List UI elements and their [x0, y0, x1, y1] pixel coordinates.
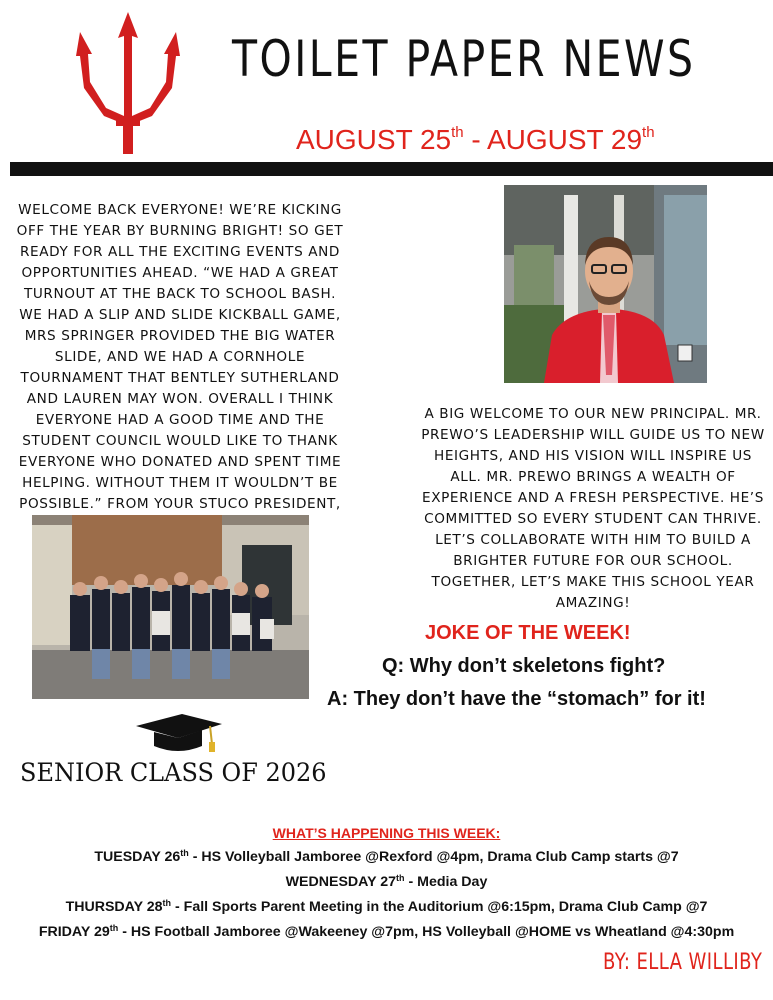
schedule-day-suffix: th — [162, 898, 172, 908]
date-separator: - — [463, 124, 487, 155]
schedule-day: THURSDAY 28 — [65, 899, 163, 915]
schedule-day-suffix: th — [109, 923, 119, 933]
header-divider — [10, 162, 773, 176]
schedule-day-suffix: th — [396, 873, 405, 883]
date-end-suffix: th — [642, 124, 655, 141]
date-range — [296, 124, 655, 156]
schedule-item — [0, 868, 773, 893]
schedule-item — [0, 893, 773, 918]
joke-question: Q: Why don’t skeletons fight? — [382, 655, 666, 677]
joke-answer: A: They don’t have the “stomach” for it! — [327, 688, 706, 710]
schedule-day: WEDNESDAY 27 — [285, 874, 397, 890]
date-start: AUGUST 25 — [296, 124, 452, 155]
graduation-cap-icon — [132, 712, 224, 756]
schedule-day: TUESDAY 26 — [94, 849, 181, 865]
schedule-day: FRIDAY 29 — [38, 924, 110, 940]
senior-class-caption: SENIOR CLASS OF 2026 — [20, 758, 327, 787]
weekly-schedule — [0, 824, 773, 943]
newsletter-title: TOILET PAPER NEWS — [232, 30, 696, 88]
joke-title: JOKE OF THE WEEK! — [425, 622, 631, 644]
senior-class-photo — [32, 515, 309, 699]
principal-photo — [504, 185, 707, 383]
schedule-item — [0, 843, 773, 868]
trident-logo — [76, 12, 180, 154]
schedule-day-suffix: th — [180, 848, 189, 858]
schedule-heading: WHAT’S HAPPENING THIS WEEK: — [272, 825, 501, 841]
author-byline: BY: ELLA WILLIBY — [603, 950, 763, 975]
date-end: AUGUST 29 — [486, 124, 643, 155]
schedule-details: - Fall Sports Parent Meeting in the Auditorium @6:15pm, Drama Club Camp @7 — [171, 899, 708, 915]
date-start-suffix: th — [451, 124, 464, 141]
schedule-details: - Media Day — [404, 874, 488, 890]
schedule-item — [0, 918, 773, 943]
principal-article: A BIG WELCOME TO OUR NEW PRINCIPAL. MR. PREWO’S LEADERSHIP WILL GUIDE US TO NEW HEIGHTS, AND HIS VISION WILL INSPIRE US ALL. MR. PREWO BRINGS A WEALTH OF EXPERIENCE AND A FRESH PERSPECTIVE. HE’S COMMITTED SO EVERY STUDENT CAN THRIVE. LET’S COLLABORATE WITH HIM TO BUILD A BRIGHTER FUTURE FOR OUR SCHOOL. TOGETHER, LET’S MAKE THIS SCHOOL YEAR AMAZING! — [421, 406, 765, 611]
schedule-details: - HS Football Jamboree @Wakeeney @7pm, HS Volleyball @HOME vs Wheatland @4:30pm — [118, 924, 735, 940]
schedule-details: - HS Volleyball Jamboree @Rexford @4pm, Drama Club Camp starts @7 — [188, 849, 679, 865]
welcome-article: WELCOME BACK EVERYONE! WE’RE KICKING OFF THE YEAR BY BURNING BRIGHT! SO GET READY FOR ALL THE EXCITING EVENTS AND OPPORTUNITIES AHEAD. “WE HAD A GREAT TURNOUT AT THE BACK TO SCHOOL BASH. WE HAD A SLIP AND SLIDE KICKBALL GAME, MRS SPRINGER PROVIDED THE BIG WATER SLIDE, AND WE HAD A CORNHOLE TOURNAMENT THAT BENTLEY SUTHERLAND AND LAUREN MAY WON. OVERALL I THINK EVERYONE HAD A GOOD TIME AND THE STUDENT COUNCIL WOULD LIKE TO THANK EVERYONE WHO DONATED AND SPENT TIME HELPING. WITHOUT THEM IT WOULDN’T BE POSSIBLE.” FROM YOUR STUCO PRESIDENT, — [16, 202, 344, 512]
